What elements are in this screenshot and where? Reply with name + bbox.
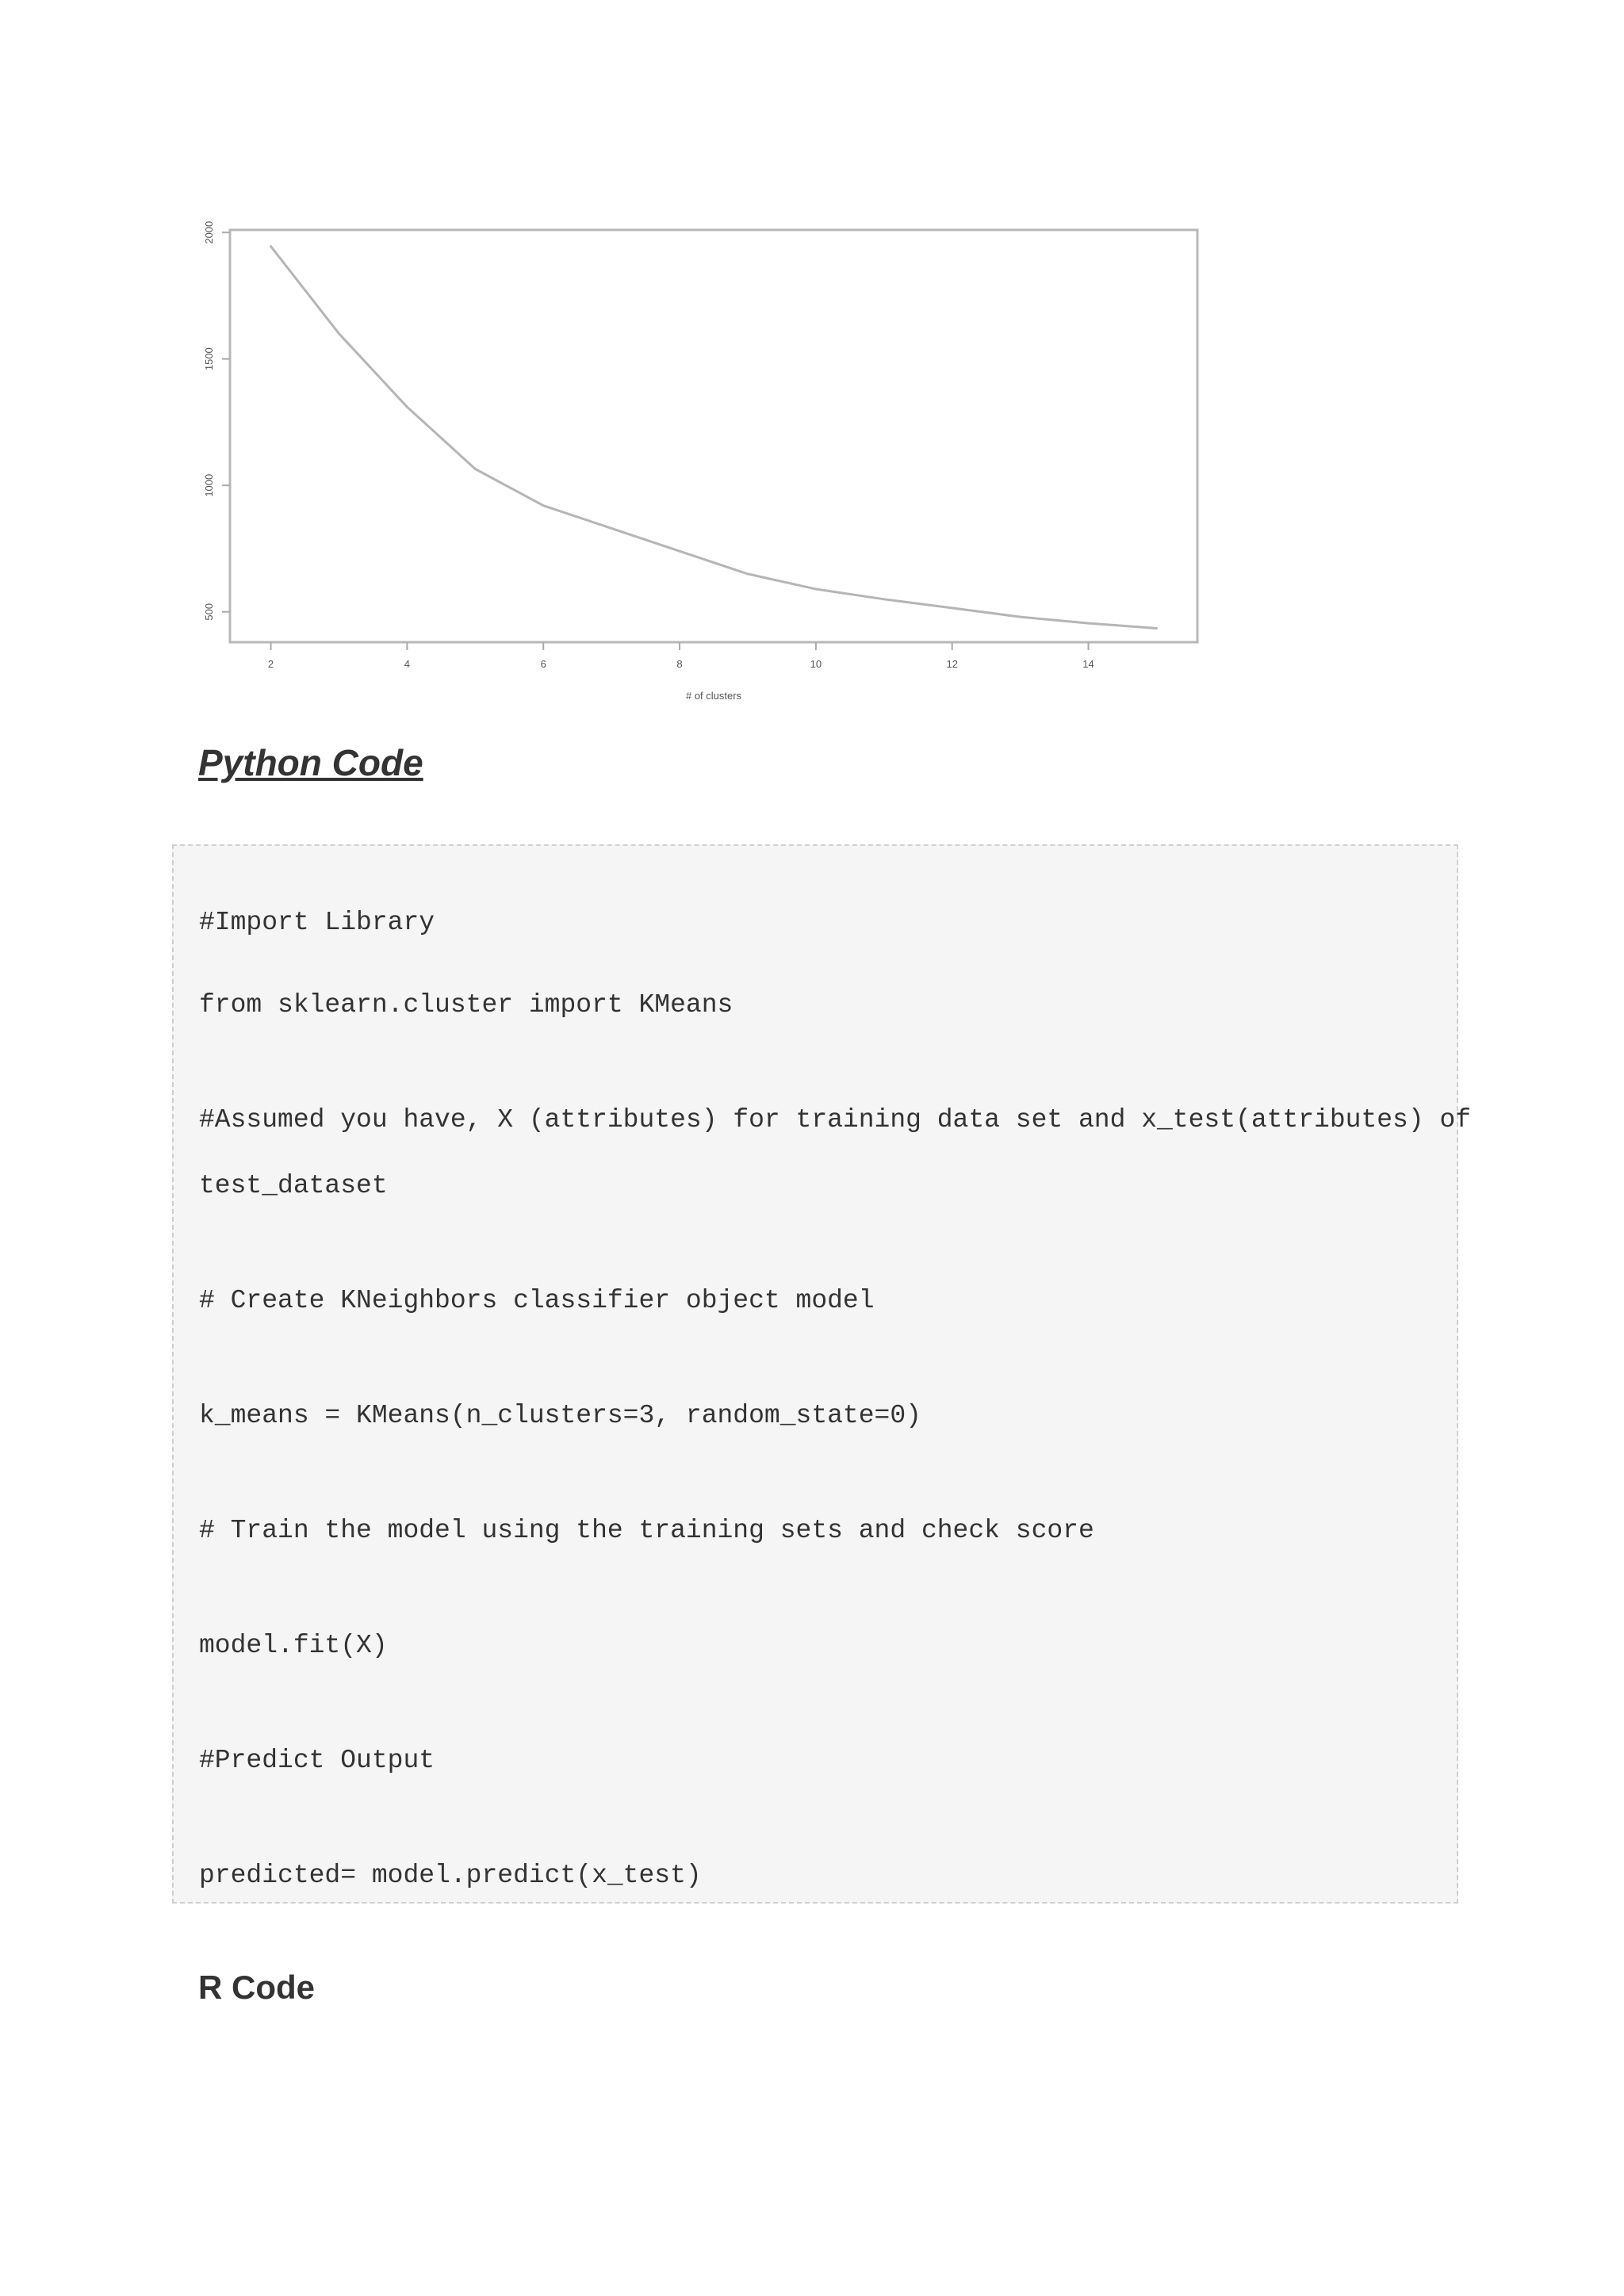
r-code-heading: R Code — [198, 1969, 315, 2006]
code-line: predicted= model.predict(x_test) — [199, 1861, 702, 1890]
x-tick-label: 6 — [540, 658, 546, 670]
x-tick-label: 8 — [676, 658, 683, 670]
python-code-heading: Python Code — [198, 742, 423, 783]
data-point — [1087, 622, 1090, 625]
code-line: k_means = KMeans(n_clusters=3, random_state=0) — [199, 1401, 921, 1430]
code-line: from sklearn.cluster import KMeans — [199, 990, 733, 1020]
code-line: #Import Library — [199, 908, 435, 937]
data-point — [406, 406, 408, 408]
y-tick-label: 500 — [203, 603, 215, 621]
code-line: test_dataset — [199, 1171, 388, 1200]
y-tick-label: 1000 — [203, 473, 215, 497]
data-point — [883, 598, 885, 600]
plot-frame — [230, 230, 1197, 642]
data-point — [1155, 627, 1158, 629]
data-point — [474, 468, 477, 470]
data-point — [814, 588, 817, 591]
series-line — [271, 247, 1157, 629]
data-point — [679, 550, 681, 553]
data-point — [542, 504, 545, 507]
y-tick-label: 2000 — [203, 220, 215, 244]
code-line: model.fit(X) — [199, 1631, 388, 1660]
x-tick-label: 2 — [267, 658, 274, 670]
data-point — [338, 332, 340, 335]
elbow-chart — [190, 206, 1205, 714]
data-point — [951, 607, 953, 609]
code-line: # Train the model using the training sets and check score — [199, 1516, 1094, 1545]
code-line: #Predict Output — [199, 1746, 435, 1775]
code-line: # Create KNeighbors classifier object model — [199, 1286, 875, 1315]
elbow-chart-svg — [190, 206, 1205, 714]
x-tick-label: 14 — [1082, 658, 1094, 670]
x-tick-label: 12 — [946, 658, 958, 670]
data-point — [1019, 616, 1021, 618]
x-axis-title: # of clusters — [685, 690, 742, 702]
data-point — [270, 245, 272, 247]
code-line: #Assumed you have, X (attributes) for training data set and x_test(attributes) of — [199, 1105, 1472, 1135]
data-point — [746, 572, 749, 575]
python-code-block — [172, 844, 1472, 1904]
data-point — [611, 527, 613, 530]
x-tick-label: 4 — [404, 658, 410, 670]
y-tick-label: 1500 — [203, 347, 215, 371]
x-tick-label: 10 — [810, 658, 822, 670]
